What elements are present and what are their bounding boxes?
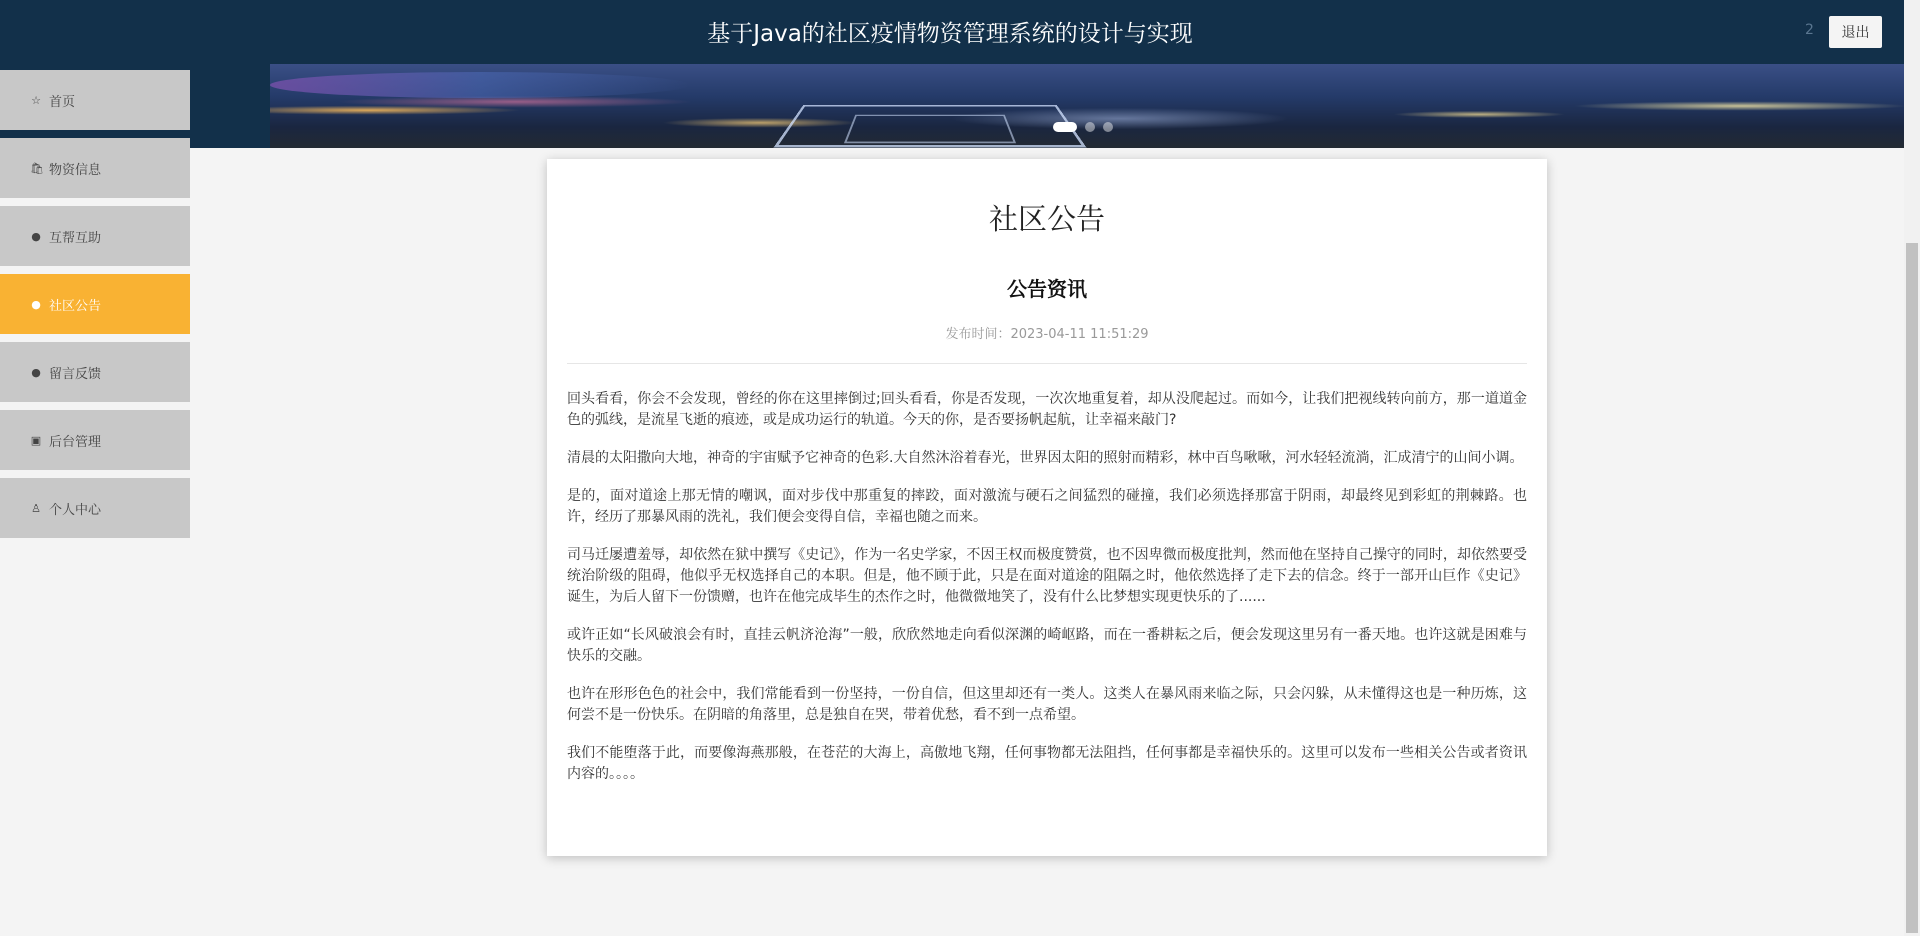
- calendar-icon: ▣: [30, 433, 42, 447]
- user-name[interactable]: 2: [1805, 22, 1814, 38]
- site-title: 基于Java的社区疫情物资管理系统的设计与实现: [707, 21, 1193, 47]
- bag-icon: 🛍︎: [30, 161, 44, 175]
- sidebar-item-announcements[interactable]: [0, 274, 190, 334]
- sidebar-item-profile[interactable]: [0, 478, 190, 538]
- sidebar-item-label: 物资信息: [49, 162, 102, 178]
- paragraph: 回头看看，你会不会发现，曾经的你在这里摔倒过;回头看看，你是否发现，一次次地重复着，却从没爬起过。而如今，让我们把视线转向前方，那一道道金色的弧线，是流星飞逝的痕迹，或是成功运行的轨道。今天的你，是否要扬帆起航，让幸福来敲门?: [567, 391, 1527, 428]
- banner-river-decoration: [270, 72, 690, 98]
- sidebar-menu: [0, 64, 190, 538]
- paragraph: 司马迁屡遭羞辱，却依然在狱中撰写《史记》，作为一名史学家，不因王权而极度赞赏，也不因卑微而极度批判，然而他在坚持自己操守的同时，却依然要受统治阶级的阻碍，他似乎无权选择自己的本职。但是，他不顾于此，只是在面对道途的阻隔之时，他依然选择了走下去的信念。终于一部开山巨作《史记》诞生，为后人留下一份馈赠，也许在他完成毕生的杰作之时，他微微地笑了，没有什么比梦想实现更快乐的了......: [567, 547, 1527, 605]
- sidebar-item-label: 留言反馈: [49, 366, 102, 382]
- scrollbar-thumb[interactable]: [1906, 243, 1918, 933]
- sidebar-item-supplies[interactable]: [0, 138, 190, 198]
- sidebar-item-mutual-aid[interactable]: [0, 206, 190, 266]
- alert-circle-icon: ●: [31, 229, 41, 243]
- logout-button[interactable]: 退出: [1829, 16, 1882, 48]
- publish-time-value: 2023-04-11 11:51:29: [1010, 327, 1149, 342]
- paragraph: 我们不能堕落于此，而要像海燕那般，在苍茫的大海上，高傲地飞翔，任何事物都无法阻挡，任何事都是幸福快乐的。这里可以发布一些相关公告或者资讯内容的。。。。: [567, 745, 1527, 782]
- help-circle-icon: ●: [31, 297, 41, 311]
- sidebar-item-label: 后台管理: [49, 434, 102, 450]
- sidebar-item-feedback[interactable]: [0, 342, 190, 402]
- publish-time-label: 发布时间：: [945, 327, 1011, 342]
- sidebar-item-home[interactable]: [0, 70, 190, 130]
- sidebar-item-label: 社区公告: [49, 298, 102, 314]
- sidebar-item-admin[interactable]: [0, 410, 190, 470]
- banner-carousel[interactable]: [0, 64, 1904, 148]
- star-icon: ☆: [31, 93, 41, 107]
- paragraph: 是的，面对道途上那无情的嘲讽，面对步伐中那重复的摔跤，面对激流与硬石之间猛烈的碰撞，我们必须选择那富于阴雨，却最终见到彩虹的荆棘路。也许，经历了那暴风雨的洗礼，我们便会变得自信，幸福也随之而来。: [567, 488, 1527, 525]
- page-title: 社区公告: [988, 202, 1105, 236]
- page-scrollbar[interactable]: [1904, 0, 1920, 936]
- banner-image: [270, 64, 1904, 148]
- divider: [567, 363, 1527, 364]
- carousel-dot-1[interactable]: [1053, 122, 1077, 132]
- paragraph: 清晨的太阳撒向大地，神奇的宇宙赋予它神奇的色彩.大自然沐浴着春光，世界因太阳的照射而精彩，林中百鸟啾啾，河水轻轻流淌，汇成清宁的山间小调。: [567, 450, 1524, 466]
- sidebar-item-label: 个人中心: [49, 502, 102, 518]
- paragraph: 也许在形形色色的社会中，我们常能看到一份坚持，一份自信，但这里却还有一类人。这类人在暴风雨来临之际，只会闪躲，从未懂得这也是一种历炼，这何尝不是一份快乐。在阴暗的角落里，总是独自在哭，带着优愁，看不到一点希望。: [567, 686, 1527, 723]
- sidebar-item-label: 互帮互助: [49, 230, 102, 246]
- carousel-dot-3[interactable]: [1103, 122, 1113, 132]
- sidebar-item-label: 首页: [49, 94, 76, 110]
- carousel-dot-2[interactable]: [1085, 122, 1095, 132]
- paragraph: 或许正如“长风破浪会有时，直挂云帆济沧海”一般，欣欣然地走向看似深渊的崎岖路，而在一番耕耘之后，便会发现这里另有一番天地。也许这就是困难与快乐的交融。: [567, 627, 1527, 664]
- notice-card: [547, 159, 1547, 856]
- publish-time: [547, 323, 1547, 342]
- notice-content: [567, 389, 1527, 802]
- carousel-indicators: [1053, 120, 1113, 134]
- banner-plaza-inner-decoration: [844, 115, 1016, 143]
- top-bar: [0, 0, 1920, 64]
- notice-title: 公告资讯: [1007, 277, 1087, 301]
- info-circle-icon: ●: [31, 365, 41, 379]
- person-icon: ♙: [31, 501, 41, 515]
